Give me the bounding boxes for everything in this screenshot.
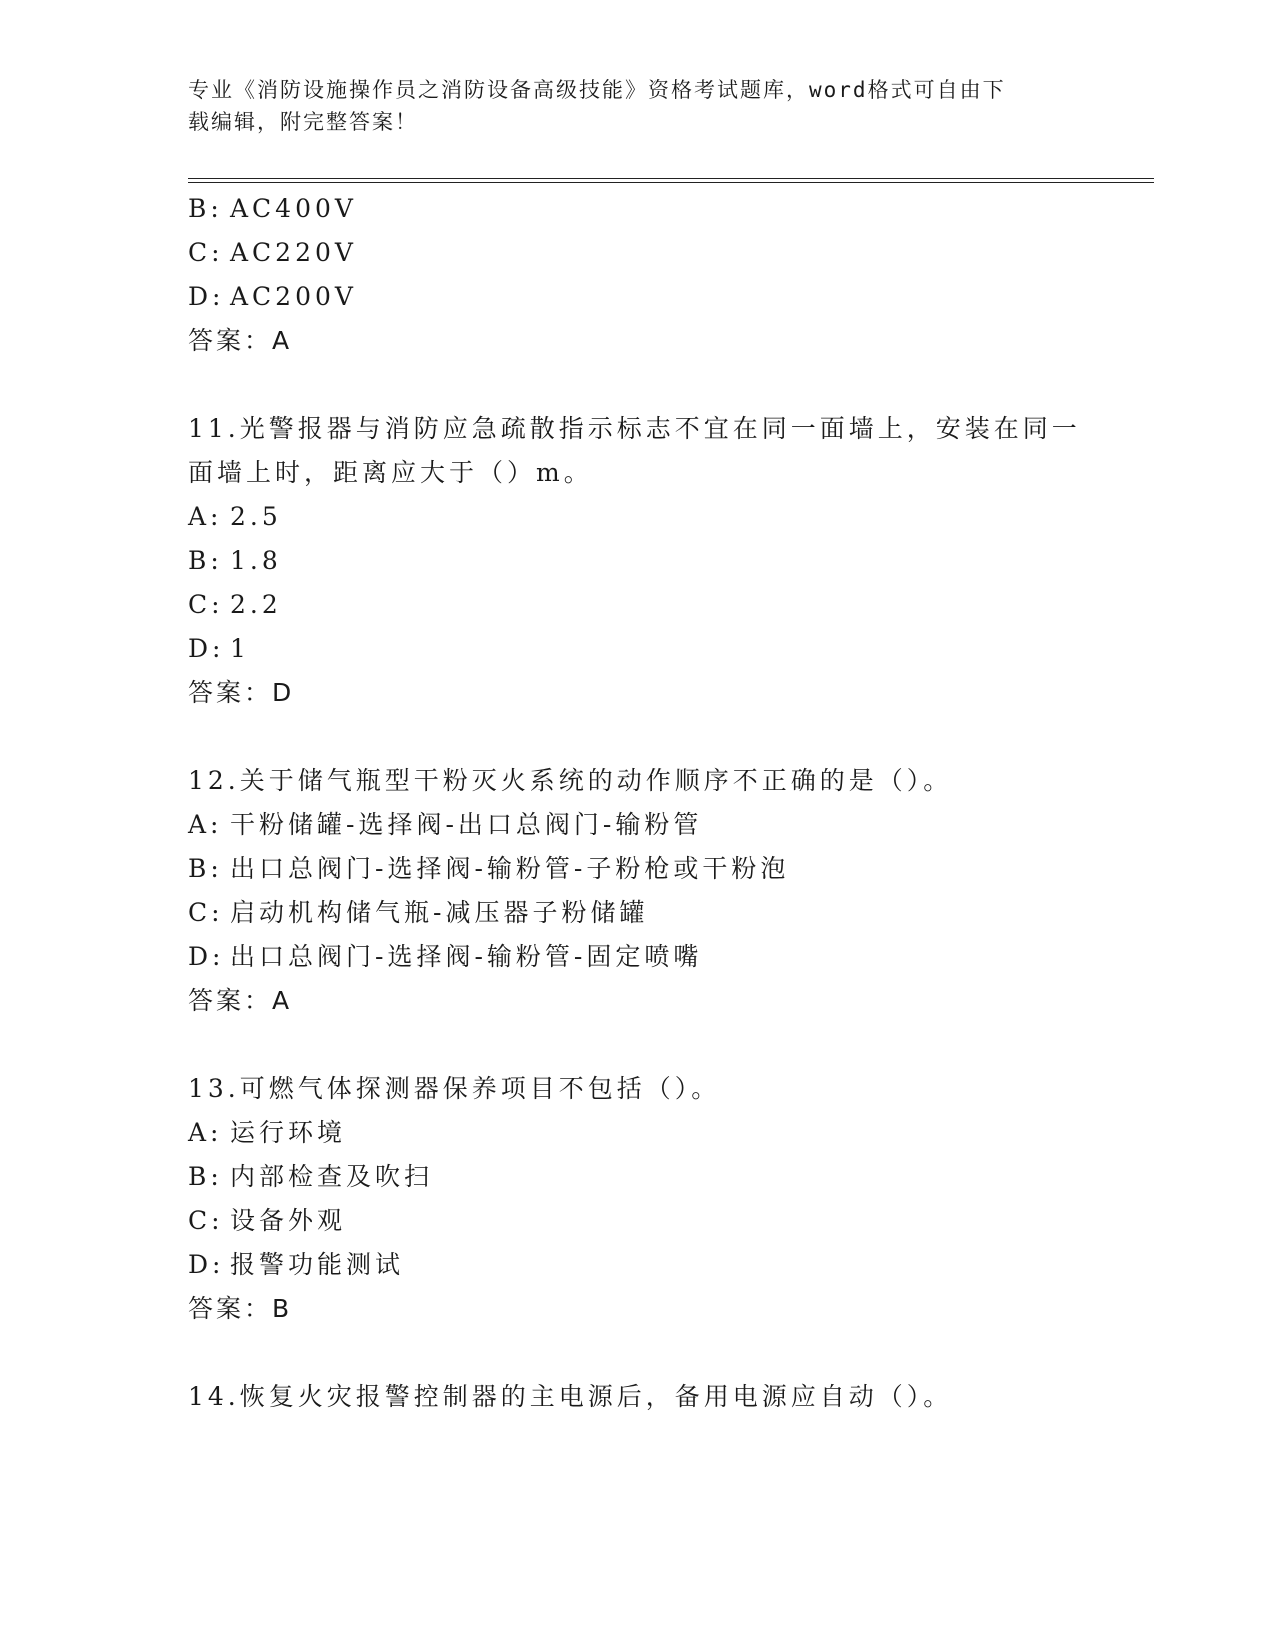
header-divider-top [188, 178, 1154, 179]
option-b: B: 出口总阀门-选择阀-输粉管-子粉枪或干粉泡 [188, 854, 790, 883]
option-a: A: 2.5 [188, 502, 282, 531]
option-a: A: 干粉储罐-选择阀-出口总阀门-输粉管 [188, 810, 703, 839]
header-line-2: 载编辑，附完整答案！ [188, 110, 418, 134]
answer-line: 答案：D [188, 678, 295, 707]
question-stem: 13.可燃气体探测器保养项目不包括（）。 [188, 1074, 721, 1103]
option-c: C: 设备外观 [188, 1206, 347, 1235]
document-header [188, 74, 1068, 138]
option-b: B: 内部检查及吹扫 [188, 1162, 434, 1191]
answer-line: 答案：A [188, 326, 293, 355]
option-d: D: 报警功能测试 [188, 1250, 405, 1279]
option-c: C: 2.2 [188, 590, 282, 619]
option-a: A: 运行环境 [188, 1118, 347, 1147]
answer-line: 答案：B [188, 1294, 293, 1323]
option-c: C: 启动机构储气瓶-减压器子粉储罐 [188, 898, 649, 927]
option-d: D: 出口总阀门-选择阀-输粉管-固定喷嘴 [188, 942, 703, 971]
option-b: B: AC400V [188, 194, 357, 223]
header-divider-bottom [188, 182, 1154, 183]
question-stem: 11.光警报器与消防应急疏散指示标志不宜在同一面墙上，安装在同一 [188, 414, 1081, 443]
answer-line: 答案：A [188, 986, 293, 1015]
option-d: D: 1 [188, 634, 250, 663]
option-d: D: AC200V [188, 282, 357, 311]
option-c: C: AC220V [188, 238, 357, 267]
question-stem: 14.恢复火灾报警控制器的主电源后，备用电源应自动（）。 [188, 1382, 953, 1411]
header-line-1: 专业《消防设施操作员之消防设备高级技能》资格考试题库，word格式可自由下 [188, 78, 1006, 102]
question-stem-continued: 面墙上时，距离应大于（）m。 [188, 458, 593, 487]
option-b: B: 1.8 [188, 546, 282, 575]
question-stem: 12.关于储气瓶型干粉灭火系统的动作顺序不正确的是（）。 [188, 766, 953, 795]
